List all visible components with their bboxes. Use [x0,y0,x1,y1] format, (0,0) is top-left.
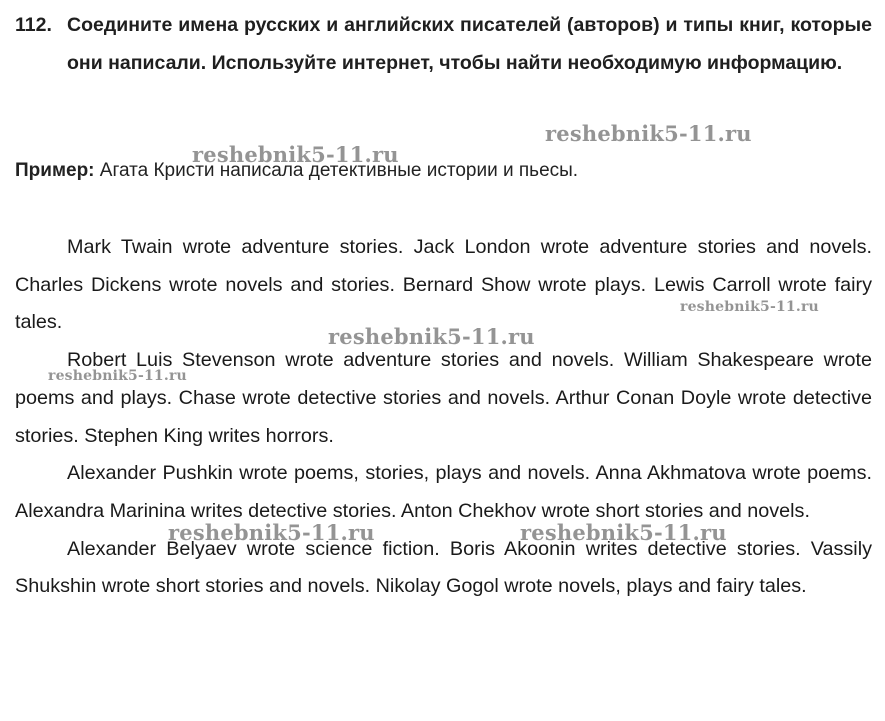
answer-paragraph: Alexander Pushkin wrote poems, stories, plays and novels. Anna Akhmatova wrote poems. Alexandra Marinina writes detective stories. Anton Chekhov wrote short stories and novels. [15,462,872,522]
watermark: reshebnik5-11.ru [48,368,187,384]
watermark: reshebnik5-11.ru [192,142,399,167]
example-text: Агата Кристи написала детективные истории и пьесы. [99,160,579,181]
watermark: reshebnik5-11.ru [520,520,727,545]
answer-paragraph: Mark Twain wrote adventure stories. Jack London wrote adventure stories and novels. Charles Dickens wrote novels and stories. Bernard Show wrote plays. Lewis Carroll wrote fairy tales. [15,236,872,334]
example-label: Пример: [15,160,95,181]
watermark: reshebnik5-11.ru [328,324,535,349]
task-number: 112. [15,14,52,36]
task-block [15,6,872,82]
answer-paragraph: Robert Luis Stevenson wrote adventure stories and novels. William Shakespeare wrote poems and plays. Chase wrote detective stories and novels. Arthur Conan Doyle wrote detective stories. Stephen King writes horrors. [15,349,872,447]
answer-text [15,229,872,606]
watermark: reshebnik5-11.ru [168,520,375,545]
watermark: reshebnik5-11.ru [545,121,752,146]
answer-paragraph: Alexander Belyaev wrote science fiction. Boris Akoonin writes detective stories. Vassily Shukshin wrote short stories and novels. Nikolay Gogol wrote novels, plays and fairy tales. [15,537,872,598]
watermark: reshebnik5-11.ru [680,299,819,315]
task-instruction: Соедините имена русских и английских писателей (авторов) и типы книг, которые они написали. Используйте интернет, чтобы найти необходимую информацию. [67,14,872,74]
